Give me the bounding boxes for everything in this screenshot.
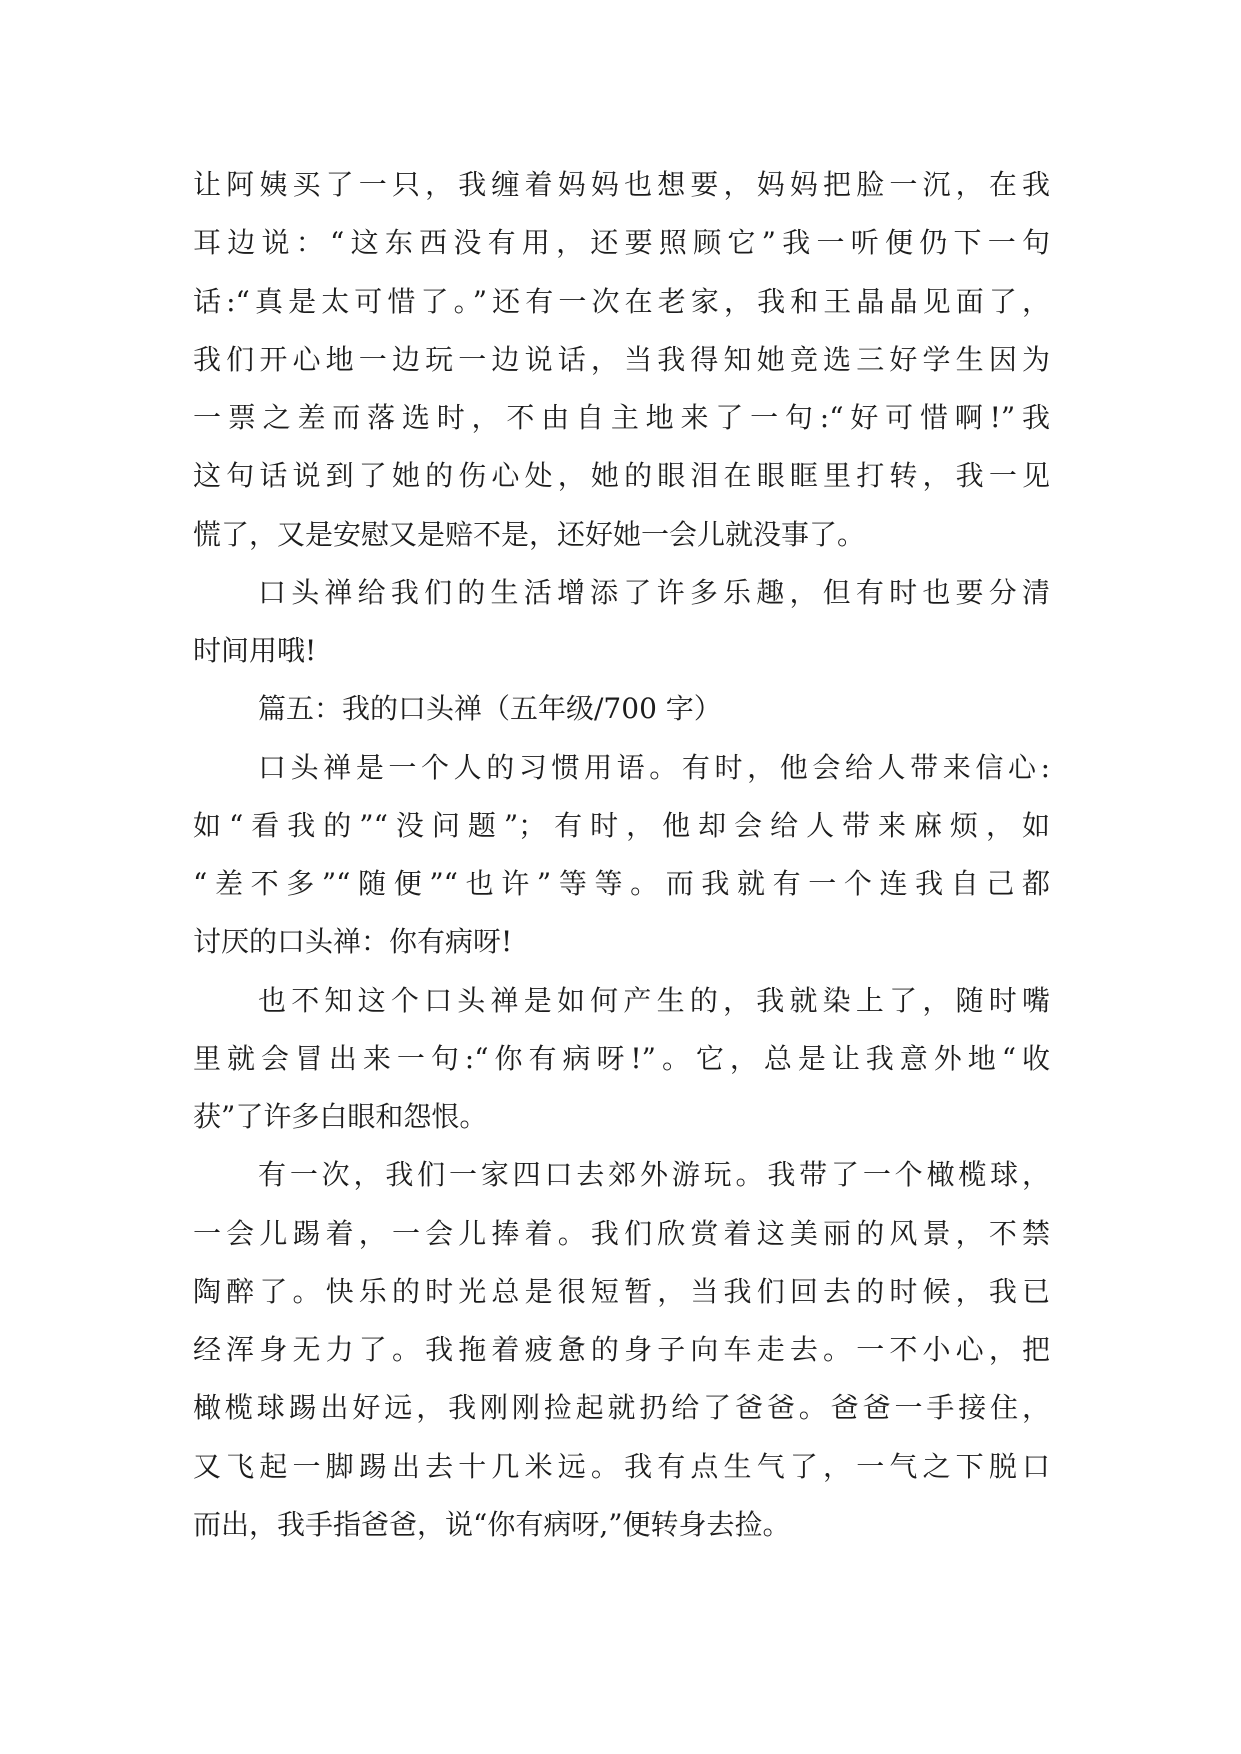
text-line: 话:“真是太可惜了。”还有一次在老家，我和王晶晶见面了， xyxy=(193,284,1050,318)
paragraph xyxy=(193,972,1050,1147)
text-line: 也不知这个口头禅是如何产生的，我就染上了，随时嘴 xyxy=(258,983,1050,1017)
text-line: 口头禅是一个人的习惯用语。有时，他会给人带来信心: xyxy=(258,750,1050,784)
text-line: 慌了，又是安慰又是赔不是，还好她一会儿就没事了。 xyxy=(193,517,866,551)
text-line: 里就会冒出来一句:“你有病呀!”。它，总是让我意外地“收 xyxy=(193,1041,1050,1075)
paragraph-continued xyxy=(193,156,1050,564)
text-line: 经浑身无力了。我拖着疲惫的身子向车走去。一不小心，把 xyxy=(193,1333,1050,1366)
text-line: 有一次，我们一家四口去郊外游玩。我带了一个橄榄球， xyxy=(258,1158,1050,1192)
section-heading: 篇五：我的口头禅（五年级/700 字） xyxy=(258,692,722,726)
text-line: “差不多”“随便”“也许”等等。而我就有一个连我自己都 xyxy=(193,867,1050,900)
paragraph xyxy=(193,564,1050,681)
text-line: 橄榄球踢出好远，我刚刚捡起就扔给了爸爸。爸爸一手接住， xyxy=(193,1391,1050,1425)
text-line: 一会儿踢着，一会儿捧着。我们欣赏着这美丽的风景，不禁 xyxy=(193,1216,1050,1250)
text-line: 陶醉了。快乐的时光总是很短暂，当我们回去的时候，我已 xyxy=(193,1274,1050,1308)
text-line: 获”了许多白眼和怨恨。 xyxy=(193,1100,488,1133)
text-line: 让阿姨买了一只，我缠着妈妈也想要，妈妈把脸一沉，在我 xyxy=(193,168,1050,201)
text-line: 一票之差而落选时，不由自主地来了一句:“好可惜啊!”我 xyxy=(193,401,1050,434)
text-line: 时间用哦! xyxy=(193,634,317,667)
text-line: 讨厌的口头禅：你有病呀! xyxy=(193,925,513,959)
text-line: 我们开心地一边玩一边说话，当我得知她竞选三好学生因为 xyxy=(193,342,1050,376)
text-line: 这句话说到了她的伤心处，她的眼泪在眼眶里打转，我一见 xyxy=(193,459,1050,493)
text-line: 口头禅给我们的生活增添了许多乐趣，但有时也要分清 xyxy=(258,575,1050,609)
text-line: 耳边说：“这东西没有用，还要照顾它”我一听便仍下一句 xyxy=(193,226,1050,260)
paragraph xyxy=(193,1146,1050,1554)
text-line: 而出，我手指爸爸，说“你有病呀,”便转身去捡。 xyxy=(193,1507,791,1541)
body-text xyxy=(193,156,1050,1554)
text-line: 又飞起一脚踢出去十几米远。我有点生气了，一气之下脱口 xyxy=(193,1449,1050,1483)
text-line: 如“看我的”“没问题”；有时，他却会给人带来麻烦，如 xyxy=(193,808,1050,842)
paragraph xyxy=(193,739,1050,972)
